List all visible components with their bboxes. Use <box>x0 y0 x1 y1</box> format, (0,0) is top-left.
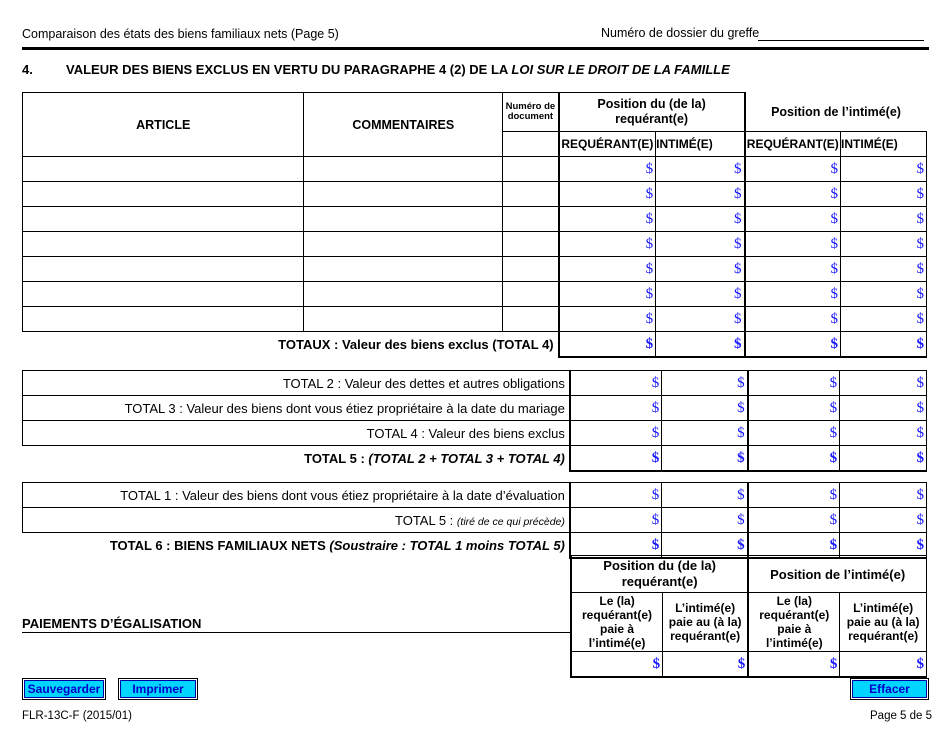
amount-applicant-applicant[interactable]: $ <box>559 157 656 182</box>
eq-col1: Le (la) requérant(e) paie à l’intimé(e) <box>571 593 663 652</box>
document-cell[interactable] <box>503 257 559 282</box>
amount-applicant-respondent[interactable]: $ <box>656 157 745 182</box>
document-cell[interactable] <box>503 207 559 232</box>
eq-col2: L’intimé(e) paie au (à la) requérant(e) <box>663 593 749 652</box>
document-cell[interactable] <box>503 232 559 257</box>
amount-respondent-applicant[interactable]: $ <box>745 307 841 332</box>
total4-summary-v3[interactable]: $ <box>748 421 840 446</box>
total2-v3[interactable]: $ <box>748 371 840 396</box>
section-title: VALEUR DES BIENS EXCLUS EN VERTU DU PARAGRAPHE 4 (2) DE LA LOI SUR LE DROIT DE LA FAMILLE <box>66 62 730 77</box>
table-row <box>23 232 927 257</box>
document-cell[interactable] <box>503 307 559 332</box>
total3-label: TOTAL 3 : Valeur des biens dont vous étiez propriétaire à la date du mariage <box>23 396 570 421</box>
total1-v4[interactable]: $ <box>840 483 927 508</box>
amount-applicant-applicant[interactable]: $ <box>559 232 656 257</box>
table-row <box>23 257 927 282</box>
amount-applicant-applicant[interactable]: $ <box>559 207 656 232</box>
print-button[interactable]: Imprimer <box>120 680 196 698</box>
sub-respondent-1: INTIMÉ(E) <box>656 132 745 157</box>
table-row <box>23 157 927 182</box>
total2-v2[interactable]: $ <box>662 371 748 396</box>
total5-carry-v1[interactable]: $ <box>570 508 662 533</box>
total5-v3[interactable]: $ <box>748 446 840 472</box>
total3-v3[interactable]: $ <box>748 396 840 421</box>
total4-summary-v1[interactable]: $ <box>570 421 662 446</box>
amount-respondent-applicant[interactable]: $ <box>745 207 841 232</box>
total3-v1[interactable]: $ <box>570 396 662 421</box>
total5-v1[interactable]: $ <box>570 446 662 472</box>
totals-table-a <box>22 370 927 472</box>
equalization-underline <box>22 632 570 633</box>
eq-v1[interactable]: $ <box>571 652 663 678</box>
total6-v4[interactable]: $ <box>840 533 927 559</box>
total2-label: TOTAL 2 : Valeur des dettes et autres obligations <box>23 371 570 396</box>
amount-respondent-respondent[interactable]: $ <box>841 157 927 182</box>
article-cell[interactable] <box>23 257 304 282</box>
article-cell[interactable] <box>23 207 304 232</box>
total1-v3[interactable]: $ <box>748 483 840 508</box>
comments-cell[interactable] <box>304 307 503 332</box>
total3-v4[interactable]: $ <box>840 396 927 421</box>
group-respondent: Position de l’intimé(e) <box>745 93 927 132</box>
eq-col3: Le (la) requérant(e) paie à l’intimé(e) <box>748 593 840 652</box>
comments-cell[interactable] <box>304 207 503 232</box>
clear-button[interactable]: Effacer <box>852 680 927 698</box>
total4-applicant-applicant[interactable]: $ <box>559 332 656 358</box>
document-cell[interactable] <box>503 182 559 207</box>
comments-cell[interactable] <box>304 232 503 257</box>
article-cell[interactable] <box>23 232 304 257</box>
document-cell[interactable] <box>503 157 559 182</box>
document-cell[interactable] <box>503 282 559 307</box>
total6-v2[interactable]: $ <box>662 533 748 559</box>
group-applicant: Position du (de la) requérant(e) <box>559 93 745 132</box>
amount-respondent-applicant[interactable]: $ <box>745 182 841 207</box>
amount-respondent-respondent[interactable]: $ <box>841 207 927 232</box>
amount-applicant-applicant[interactable]: $ <box>559 182 656 207</box>
totals-table-b <box>22 482 927 559</box>
total4-label: TOTAUX : Valeur des biens exclus (TOTAL 4) <box>23 332 559 358</box>
amount-respondent-applicant[interactable]: $ <box>745 157 841 182</box>
amount-respondent-respondent[interactable]: $ <box>841 182 927 207</box>
excluded-property-table <box>22 92 927 358</box>
amount-respondent-respondent[interactable]: $ <box>841 232 927 257</box>
header-divider <box>22 47 929 50</box>
eq-v4[interactable]: $ <box>840 652 927 678</box>
amount-applicant-applicant[interactable]: $ <box>559 307 656 332</box>
total5-carry-label: TOTAL 5 : (tiré de ce qui précède) <box>23 508 570 533</box>
equalization-title: PAIEMENTS D’ÉGALISATION <box>22 616 202 631</box>
total1-v1[interactable]: $ <box>570 483 662 508</box>
eq-v2[interactable]: $ <box>663 652 749 678</box>
total4-summary-v4[interactable]: $ <box>840 421 927 446</box>
total5-v4[interactable]: $ <box>840 446 927 472</box>
amount-respondent-respondent[interactable]: $ <box>841 307 927 332</box>
amount-applicant-respondent[interactable]: $ <box>656 182 745 207</box>
sub-applicant-1: REQUÉRANT(E) <box>559 132 656 157</box>
section-number: 4. <box>22 62 33 77</box>
total1-v2[interactable]: $ <box>662 483 748 508</box>
total2-v4[interactable]: $ <box>840 371 927 396</box>
total5-carry-v2[interactable]: $ <box>662 508 748 533</box>
amount-applicant-applicant[interactable]: $ <box>559 257 656 282</box>
total1-label: TOTAL 1 : Valeur des biens dont vous étiez propriétaire à la date d’évaluation <box>23 483 570 508</box>
eq-group-respondent: Position de l’intimé(e) <box>748 556 926 593</box>
total4-summary-v2[interactable]: $ <box>662 421 748 446</box>
amount-respondent-applicant[interactable]: $ <box>745 282 841 307</box>
table-row <box>23 207 927 232</box>
amount-applicant-respondent[interactable]: $ <box>656 307 745 332</box>
eq-col4: L’intimé(e) paie au (à la) requérant(e) <box>840 593 927 652</box>
total6-v1[interactable]: $ <box>570 533 662 559</box>
total5-label: TOTAL 5 : (TOTAL 2 + TOTAL 3 + TOTAL 4) <box>23 446 570 472</box>
amount-respondent-applicant[interactable]: $ <box>745 232 841 257</box>
col-document-number: Numéro de document <box>503 93 559 132</box>
court-file-number-field[interactable] <box>758 40 924 41</box>
amount-respondent-applicant[interactable]: $ <box>745 257 841 282</box>
table-row <box>23 307 927 332</box>
article-cell[interactable] <box>23 182 304 207</box>
amount-applicant-respondent[interactable]: $ <box>656 257 745 282</box>
amount-respondent-respondent[interactable]: $ <box>841 282 927 307</box>
amount-applicant-respondent[interactable]: $ <box>656 207 745 232</box>
comments-cell[interactable] <box>304 257 503 282</box>
court-file-label: Numéro de dossier du greffe <box>601 26 760 40</box>
sub-respondent-2: INTIMÉ(E) <box>841 132 927 157</box>
article-cell[interactable] <box>23 282 304 307</box>
doc-subheader-blank <box>503 132 559 157</box>
page-number: Page 5 de 5 <box>870 710 933 722</box>
eq-v3[interactable]: $ <box>748 652 840 678</box>
total4-respondent-respondent[interactable]: $ <box>841 332 927 358</box>
table-row <box>23 282 927 307</box>
article-cell[interactable] <box>23 157 304 182</box>
amount-applicant-respondent[interactable]: $ <box>656 232 745 257</box>
amount-applicant-respondent[interactable]: $ <box>656 282 745 307</box>
equalization-table <box>570 555 927 678</box>
sub-applicant-2: REQUÉRANT(E) <box>745 132 841 157</box>
comments-cell[interactable] <box>304 182 503 207</box>
col-article: ARTICLE <box>23 93 304 157</box>
article-cell[interactable] <box>23 307 304 332</box>
total5-carry-v3[interactable]: $ <box>748 508 840 533</box>
col-comments: COMMENTAIRES <box>304 93 503 157</box>
total5-carry-v4[interactable]: $ <box>840 508 927 533</box>
form-id: FLR-13C-F (2015/01) <box>22 710 132 722</box>
form-title: Comparaison des états des biens familiaux nets (Page 5) <box>22 27 339 41</box>
amount-applicant-applicant[interactable]: $ <box>559 282 656 307</box>
comments-cell[interactable] <box>304 282 503 307</box>
table-row <box>23 182 927 207</box>
amount-respondent-respondent[interactable]: $ <box>841 257 927 282</box>
total4-respondent-applicant[interactable]: $ <box>745 332 841 358</box>
total4-applicant-respondent[interactable]: $ <box>656 332 745 358</box>
total6-v3[interactable]: $ <box>748 533 840 559</box>
total5-v2[interactable]: $ <box>662 446 748 472</box>
total2-v1[interactable]: $ <box>570 371 662 396</box>
comments-cell[interactable] <box>304 157 503 182</box>
total4-summary-label: TOTAL 4 : Valeur des biens exclus <box>23 421 570 446</box>
save-button[interactable]: Sauvegarder <box>24 680 104 698</box>
eq-group-applicant: Position du (de la) requérant(e) <box>571 556 748 593</box>
total6-label: TOTAL 6 : BIENS FAMILIAUX NETS (Soustraire : TOTAL 1 moins TOTAL 5) <box>23 533 570 559</box>
total3-v2[interactable]: $ <box>662 396 748 421</box>
